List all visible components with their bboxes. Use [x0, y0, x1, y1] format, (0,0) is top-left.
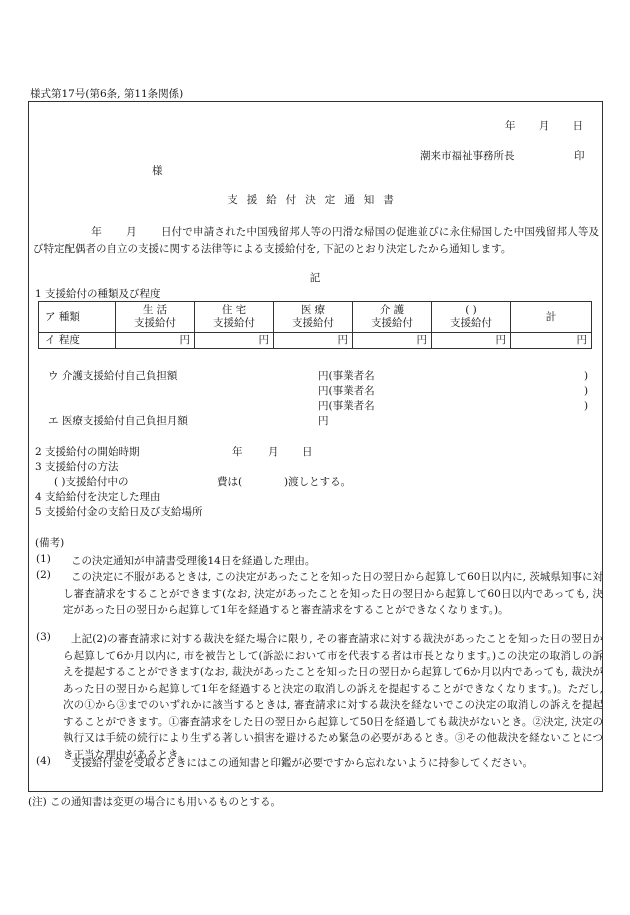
- intro-month: 月: [125, 226, 137, 238]
- degree-cell: 円: [116, 333, 195, 349]
- section-4-heading: 4 支給給付を決定した理由: [35, 491, 161, 503]
- kind-cell-medical: 医 療 支援給付: [274, 302, 353, 333]
- medical-burden-label: エ 医療支援給付自己負担月額: [48, 415, 188, 427]
- start-day: 日: [302, 446, 313, 458]
- start-month: 月: [268, 446, 279, 458]
- intro-year: 年: [91, 226, 102, 238]
- form-number-label: 様式第17号(第6条, 第11条関係): [30, 88, 184, 100]
- method-line-a: ( )支援給付中の: [54, 476, 129, 488]
- issue-date: 年 月 日: [505, 120, 584, 132]
- care-burden-row: 円(事業者名: [318, 400, 375, 412]
- degree-cell: 円: [511, 333, 592, 349]
- intro-text: 日付で申請された中国残留邦人等の円滑な帰国の促進並びに永住帰国した中国残留邦人等及び特定配偶者の自立の支援に関する法律等による支援給付を, 下記のとおり決定したから通知します。: [33, 226, 600, 255]
- benefit-kinds-table: [38, 301, 592, 349]
- section-5-heading: 5 支援給付金の支給日及び支給場所: [35, 506, 203, 518]
- note-text: この決定通知が申請書受理後14日を経過した理由。: [71, 555, 316, 567]
- kinds-row-label: ア 種類: [39, 302, 116, 333]
- care-burden-close: ): [584, 385, 589, 397]
- degree-cell: 円: [195, 333, 274, 349]
- footnote: (注) この通知書は変更の場合にも用いるものとする。: [28, 796, 282, 808]
- notes-heading: (備考): [35, 537, 65, 549]
- document-title: 支援給付決定通知書: [227, 194, 403, 206]
- ki-heading: 記: [309, 272, 321, 284]
- section-1-heading: 1 支援給付の種類及び程度: [35, 288, 161, 300]
- note-number: (1): [36, 553, 51, 565]
- note-text: この決定に不服があるときは, この決定があったことを知った日の翌日から起算して60日以内に, 茨城県知事に対し審査請求をすることができます(なお, 決定があったことを知った日の翌日から起算して60日以内であっても, 決定があった日の翌日から起算して1年を経過すると審査請求をすることができなくなります。)。: [63, 571, 603, 616]
- kind-cell-care: 介 護 支援給付: [353, 302, 432, 333]
- intro-paragraph: [33, 224, 599, 257]
- addressee-suffix: 様: [152, 165, 163, 177]
- degree-cell: 円: [353, 333, 432, 349]
- method-line-b: 費は(: [217, 476, 243, 488]
- kind-cell-other: ( ) 支援給付: [432, 302, 511, 333]
- kind-cell-living: 生 活 支援給付: [116, 302, 195, 333]
- note-number: (4): [36, 755, 51, 767]
- start-year: 年: [232, 446, 243, 458]
- care-burden-row: 円(事業者名: [318, 385, 375, 397]
- care-burden-close: ): [584, 370, 589, 382]
- section-2-heading: 2 支援給付の開始時期: [35, 446, 140, 458]
- note-text: 支援給付金を受取るときにはこの通知書と印鑑が必要ですから忘れないように持参してください。: [71, 757, 533, 769]
- degree-cell: 円: [432, 333, 511, 349]
- care-burden-label: ウ 介護支援給付自己負担額: [48, 370, 178, 382]
- issuer-office: 潮来市福祉事務所長: [420, 150, 515, 162]
- seal-mark: 印: [574, 150, 585, 162]
- care-burden-row: 円(事業者名: [318, 370, 375, 382]
- kind-cell-housing: 住 宅 支援給付: [195, 302, 274, 333]
- care-burden-close: ): [584, 400, 589, 412]
- note-number: (3): [36, 631, 51, 643]
- degree-row: [39, 333, 592, 349]
- degree-row-label: イ 程度: [39, 333, 116, 349]
- method-line-c: )渡しとする。: [284, 476, 352, 488]
- note-text: 上記(2)の審査請求に対する裁決を経た場合に限り, その審査請求に対する裁決があったことを知った日の翌日から起算して6か月以内に, 市を被告として(訴訟において市を代表する者は市長となります。)この決定の取消しの訴えを提起することができます(なお, 裁決があったことを知った日の翌日から起算して6か月以内であっても, 裁決があった日の翌日から起算して1年を経過すると決定の取消しの訴えを提起することができなくなります。)。ただし, 次の①から③までのいずれかに該当するときは, 審査請求に対する裁決を経ないでこの決定の取消しの訴えを提起することができます。①審査請求をした日の翌日から起算して50日を経過しても裁決がないとき。②決定, 決定の執行又は手続の続行により生ずる著しい損害を避けるため緊急の必要があるとき。③その他裁決を経ないことにつき正当な理由があるとき。: [63, 633, 603, 761]
- kind-cell-total: 計: [511, 302, 592, 333]
- note-number: (2): [36, 569, 51, 581]
- section-3-heading: 3 支援給付の方法: [35, 461, 119, 473]
- degree-cell: 円: [274, 333, 353, 349]
- medical-burden-value: 円: [318, 415, 329, 427]
- kinds-row: [39, 302, 592, 333]
